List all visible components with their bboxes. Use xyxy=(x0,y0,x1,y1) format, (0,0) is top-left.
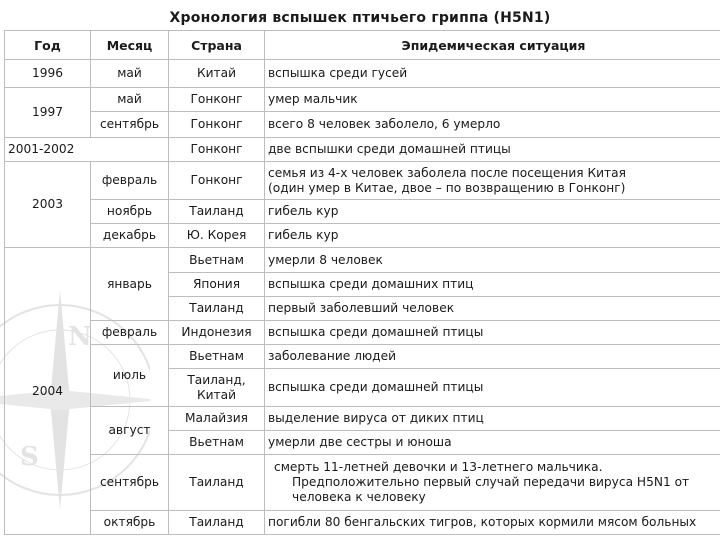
year-cell: 2003 xyxy=(5,162,91,248)
country-cell: Таиланд xyxy=(169,511,265,535)
situation-cell: две вспышки среди домашней птицы xyxy=(265,138,720,162)
country-cell: Малайзия xyxy=(169,407,265,431)
table-row xyxy=(5,224,720,248)
country-cell: Гонконг xyxy=(169,138,265,162)
situation-cell: заболевание людей xyxy=(265,345,720,369)
header-row xyxy=(5,31,720,60)
country-line: Китай xyxy=(196,387,237,402)
situation-cell: всего 8 человек заболело, 6 умерло xyxy=(265,112,720,138)
month-cell: июль xyxy=(91,345,169,407)
situation-cell: первый заболевший человек xyxy=(265,297,720,321)
situation-cell xyxy=(265,455,720,511)
situation-cell: вспышка среди домашней птицы xyxy=(265,369,720,407)
situation-line: смерть 11-летней девочки и 13-летнего мальчика. xyxy=(274,460,603,474)
country-cell: Гонконг xyxy=(169,112,265,138)
header-month: Месяц xyxy=(91,31,169,60)
header-year: Год xyxy=(5,31,91,60)
month-cell: январь xyxy=(91,248,169,321)
header-country: Страна xyxy=(169,31,265,60)
country-cell: Гонконг xyxy=(169,162,265,200)
situation-line: семья из 4-х человек заболела после посещения Китая xyxy=(268,165,626,180)
situation-cell: выделение вируса от диких птиц xyxy=(265,407,720,431)
situation-cell: погибли 80 бенгальских тигров, которых кормили мясом больных xyxy=(265,511,720,535)
table-row xyxy=(5,200,720,224)
table-row xyxy=(5,455,720,511)
month-cell: ноябрь xyxy=(91,200,169,224)
month-cell: октябрь xyxy=(91,511,169,535)
country-cell: Ю. Корея xyxy=(169,224,265,248)
outbreak-chronology-table xyxy=(4,30,720,535)
table-row xyxy=(5,138,720,162)
month-cell: февраль xyxy=(91,162,169,200)
country-line: Таиланд, xyxy=(187,372,246,387)
country-cell: Вьетнам xyxy=(169,248,265,273)
situation-cell: умерли 8 человек xyxy=(265,248,720,273)
month-cell: август xyxy=(91,407,169,455)
country-cell: Китай xyxy=(169,60,265,88)
table-row xyxy=(5,60,720,88)
table-row xyxy=(5,162,720,200)
situation-cell: вспышка среди домашней птицы xyxy=(265,321,720,345)
country-cell: Вьетнам xyxy=(169,431,265,455)
svg-text:S: S xyxy=(20,442,39,472)
month-cell: сентябрь xyxy=(91,112,169,138)
situation-cell: умерли две сестры и юноша xyxy=(265,431,720,455)
situation-line: (один умер в Китае, двое – по возвращению в Гонконг) xyxy=(268,180,626,195)
table-row xyxy=(5,248,720,273)
situation-cell: гибель кур xyxy=(265,224,720,248)
country-cell xyxy=(169,369,265,407)
country-cell: Таиланд xyxy=(169,297,265,321)
page-title: Хронология вспышек птичьего гриппа (H5N1) xyxy=(169,10,551,26)
country-cell: Таиланд xyxy=(169,455,265,511)
month-cell: сентябрь xyxy=(91,455,169,511)
month-cell: февраль xyxy=(91,321,169,345)
situation-cell: гибель кур xyxy=(265,200,720,224)
situation-cell: вспышка среди гусей xyxy=(265,60,720,88)
situation-line: Предположительно первый случай передачи вируса H5N1 от xyxy=(292,475,690,489)
year-cell: 2001-2002 xyxy=(5,138,169,162)
country-cell: Таиланд xyxy=(169,200,265,224)
situation-cell xyxy=(265,162,720,200)
header-situation: Эпидемическая ситуация xyxy=(265,31,720,60)
situation-line: человека к человеку xyxy=(292,490,426,504)
month-cell: май xyxy=(91,88,169,112)
table-row xyxy=(5,112,720,138)
table-row xyxy=(5,321,720,345)
table-row xyxy=(5,345,720,369)
country-cell: Индонезия xyxy=(169,321,265,345)
table-row xyxy=(5,88,720,112)
year-cell: 1996 xyxy=(5,60,91,88)
svg-text:N: N xyxy=(68,322,92,352)
country-cell: Япония xyxy=(169,273,265,297)
month-cell: май xyxy=(91,60,169,88)
year-cell: 1997 xyxy=(5,88,91,138)
month-cell: декабрь xyxy=(91,224,169,248)
table-row xyxy=(5,511,720,535)
country-cell: Гонконг xyxy=(169,88,265,112)
situation-cell: умер мальчик xyxy=(265,88,720,112)
country-cell: Вьетнам xyxy=(169,345,265,369)
situation-cell: вспышка среди домашних птиц xyxy=(265,273,720,297)
year-cell: 2004 xyxy=(5,248,91,535)
table-row xyxy=(5,407,720,431)
